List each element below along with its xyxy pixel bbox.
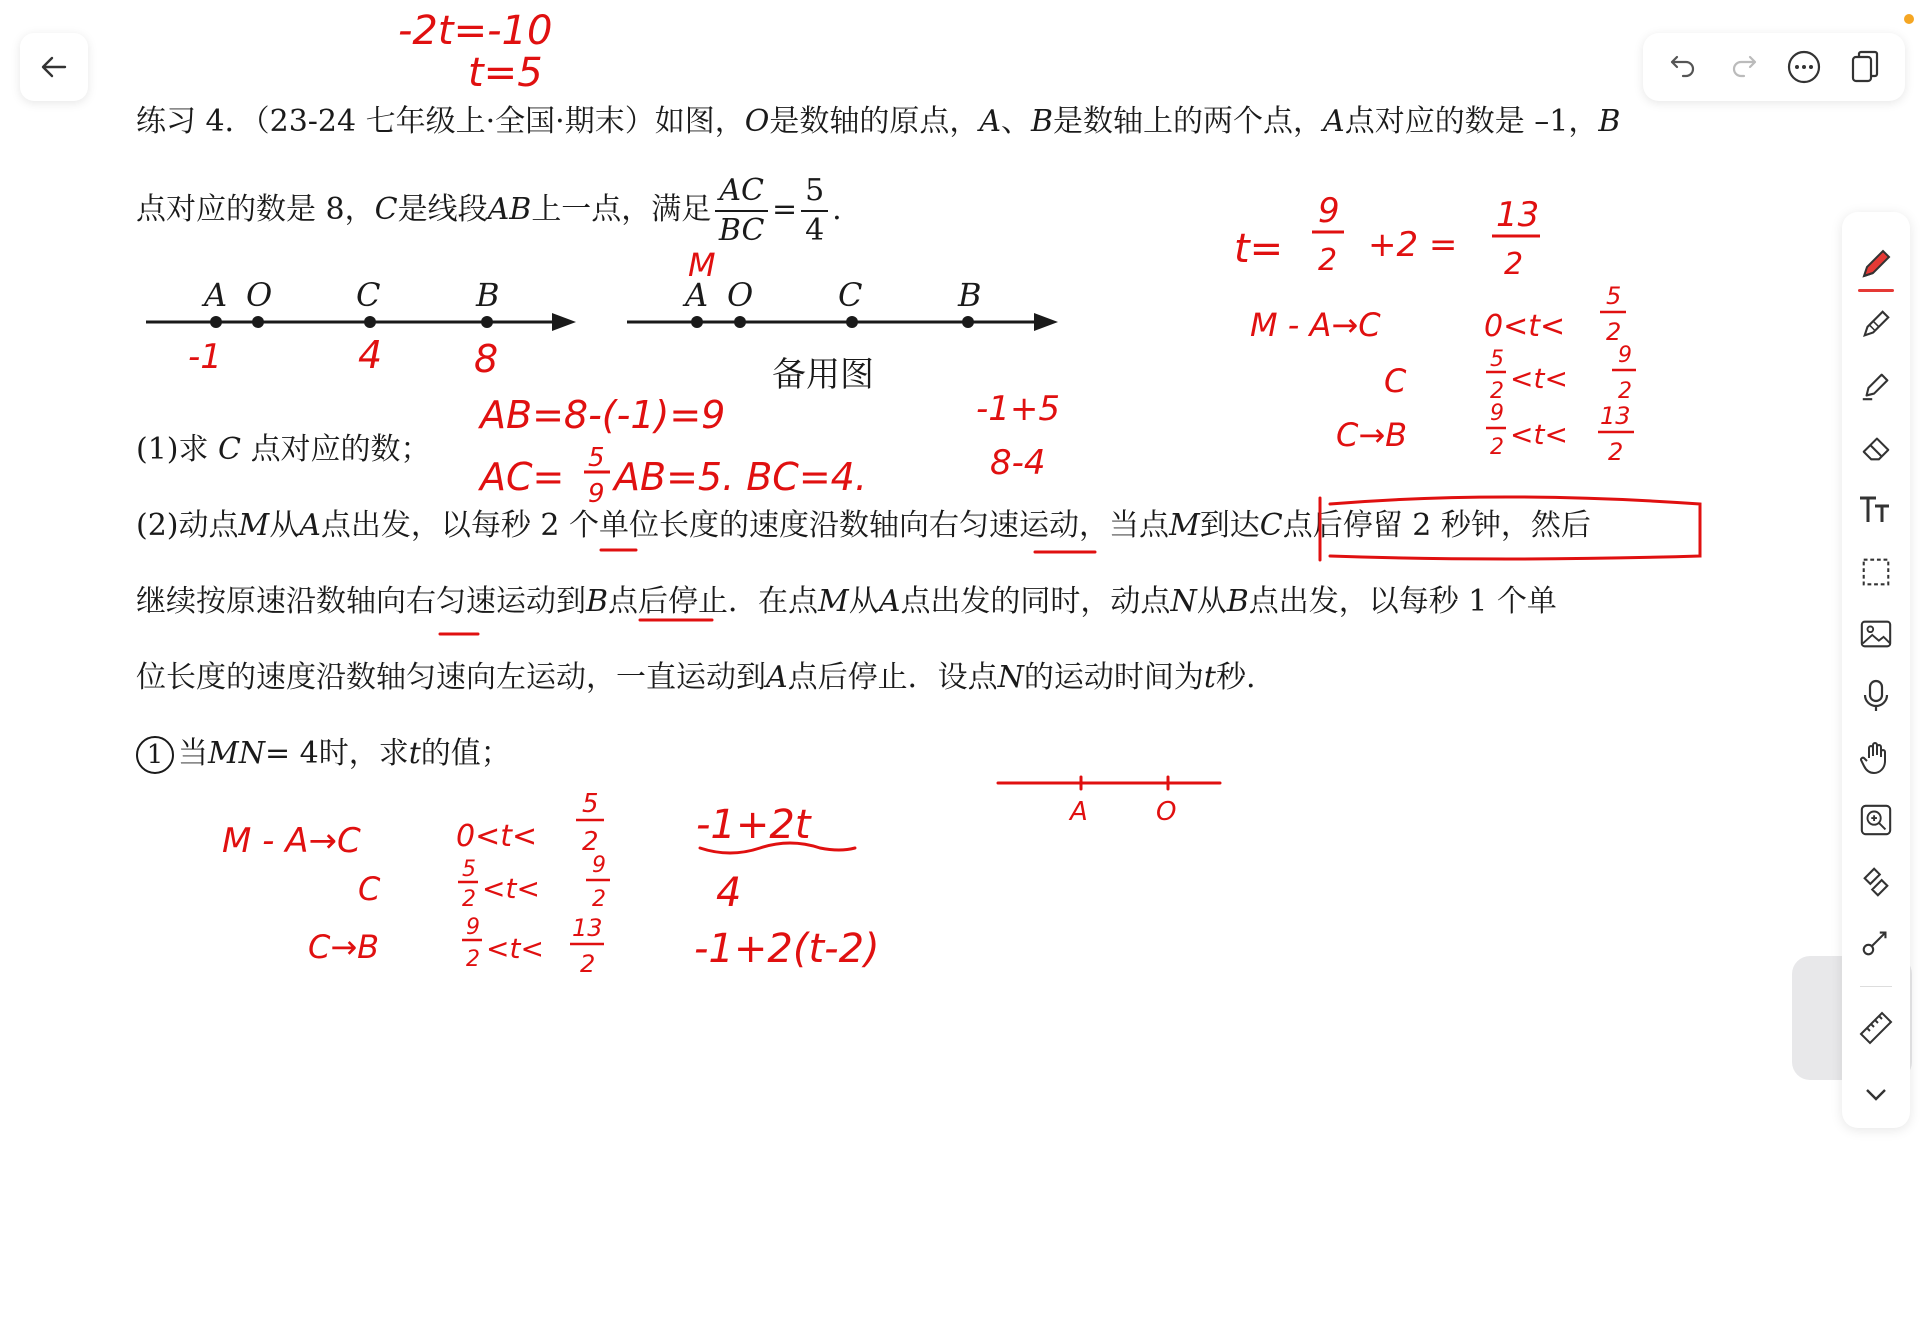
hand-tool[interactable] [1854, 736, 1898, 780]
hw-b-r2b: <t< [482, 872, 540, 905]
pen-tool[interactable] [1854, 242, 1898, 286]
lasso-tool[interactable] [1854, 550, 1898, 594]
label-c-spare: C [838, 276, 863, 314]
hw-r1b: 0<t< [1484, 309, 1566, 344]
collapse-tools-button[interactable] [1854, 1072, 1898, 1116]
hw-ac-frac-d: 9 [588, 479, 605, 509]
ruler-icon [1858, 1010, 1894, 1046]
hw-ac-eq: AC= [480, 455, 565, 499]
question-2-line-2: 继续按原速沿数轴向右匀速运动到B点后停止．在点M从A点出发的同时，动点N从B点出发，以每秒 1 个单 [136, 584, 1557, 619]
pages-icon [1849, 49, 1881, 85]
hw-t-eq-a: t= [1234, 226, 1284, 272]
pencil-icon [1859, 307, 1893, 341]
hw-r2-d2: 2 [1618, 379, 1632, 404]
hw-nl-a: -1 [188, 337, 222, 377]
fraction-5-4: $\frac{5}{4}$ [801, 172, 828, 250]
mic-icon [1861, 678, 1891, 714]
hw-e1: -1+2t [696, 802, 811, 848]
link-tool[interactable] [1854, 920, 1898, 964]
pencil-tool[interactable] [1854, 302, 1898, 346]
hw-p2: 8-4 [990, 443, 1046, 483]
hw-b-r3b: <t< [486, 932, 544, 965]
hw-e3: -1+2(t-2) [694, 926, 880, 972]
hw-b-r3-d2: 2 [580, 950, 596, 978]
hw-nl-c: 4 [358, 333, 383, 377]
hw-t-eq-d: 2 [1318, 243, 1338, 278]
hw-top-1: -2t=-10 [398, 8, 553, 54]
mic-tool[interactable] [1854, 674, 1898, 718]
text-tool[interactable] [1854, 488, 1898, 532]
question-2-line-1: (2)动点M从A点出发，以每秒 2 个单位长度的速度沿数轴向右匀速运动，当点M到达C点后停留 2 秒钟，然后 [136, 508, 1591, 543]
label-o: O [246, 276, 273, 314]
hw-b-r1-n: 5 [582, 789, 599, 819]
hw-small-a: A [1070, 797, 1088, 827]
hw-r2-d1: 2 [1490, 379, 1504, 404]
hw-b-r3-n1: 9 [466, 915, 480, 940]
status-dot [1904, 14, 1914, 24]
label-b-spare: B [958, 276, 982, 314]
lasso-icon [1859, 555, 1893, 589]
zoom-icon [1859, 803, 1893, 837]
hw-e2: 4 [716, 870, 742, 916]
chevron-down-icon [1863, 1084, 1889, 1104]
hw-t-eq-b: +2 = [1368, 225, 1458, 265]
hw-r3-n1: 9 [1490, 401, 1504, 426]
hw-b-r2-n1: 5 [462, 857, 476, 882]
hw-r2-n2: 9 [1618, 343, 1632, 368]
hw-t-eq-n: 9 [1318, 191, 1340, 231]
hw-b-r3-n2: 13 [572, 914, 603, 942]
hw-b-r3-d1: 2 [466, 947, 480, 972]
hw-r1-d: 2 [1606, 318, 1622, 346]
shape-tool[interactable] [1854, 860, 1898, 904]
hw-top-2: t=5 [468, 50, 543, 96]
hw-r3b: <t< [1510, 418, 1568, 451]
hw-ac-frac-n: 5 [588, 443, 605, 473]
zoom-tool[interactable] [1854, 798, 1898, 842]
label-c: C [356, 276, 381, 314]
hw-ac-rest: AB=5. BC=4. [614, 455, 867, 499]
number-line-spare [627, 276, 1058, 395]
problem-line-2: 点对应的数是 8，C是线段AB上一点，满足 $\frac{AC}{BC}$ = $\frac{5}{4}$ . [136, 173, 842, 248]
side-toolbar [1842, 212, 1910, 1128]
hw-r3-d2: 2 [1608, 438, 1624, 466]
hw-m-mark: M [688, 246, 716, 284]
hw-r1-n: 5 [1606, 282, 1622, 310]
image-icon [1859, 617, 1893, 651]
hw-b-r2-n2: 9 [592, 853, 606, 878]
label-a: A [204, 276, 228, 314]
hw-b-r2-d2: 2 [592, 887, 606, 912]
question-1: (1)求 C 点对应的数； [136, 432, 431, 467]
ruler-tool[interactable] [1854, 1006, 1898, 1050]
hw-p1: -1+5 [976, 389, 1061, 429]
text-icon [1857, 493, 1895, 527]
hw-r2-n1: 5 [1490, 347, 1504, 372]
hw-t-eq-n2: 13 [1496, 195, 1540, 235]
image-tool[interactable] [1854, 612, 1898, 656]
hw-b-r1a: M - A→C [222, 821, 361, 861]
hw-b-r1-d: 2 [582, 827, 599, 857]
hw-r1a: M - A→C [1250, 306, 1381, 344]
pen-icon [1858, 246, 1894, 282]
hw-b-r2-d1: 2 [462, 887, 476, 912]
hw-r2b: <t< [1510, 362, 1568, 395]
hw-ab-eq: AB=8-(-1)=9 [480, 393, 726, 437]
number-line-1 [146, 276, 576, 331]
link-icon [1859, 925, 1893, 959]
eraser-tool[interactable] [1854, 426, 1898, 470]
shape-icon [1859, 865, 1893, 899]
problem-line-1: 练习 4．（23-24 七年级上·全国·期末）如图，O是数轴的原点，A、B是数轴上的两个点，A点对应的数是 –1，B [136, 104, 1621, 139]
pages-button[interactable] [1843, 45, 1887, 89]
hw-r3a: C→B [1336, 416, 1408, 454]
hw-r3-d1: 2 [1490, 435, 1504, 460]
hw-b-r1b: 0<t< [456, 819, 538, 854]
hw-nl-b: 8 [474, 337, 499, 381]
hw-b-r2a: C [358, 870, 381, 908]
tool-divider [1860, 986, 1892, 987]
highlighter-icon [1859, 369, 1893, 403]
sub-question-1: 1 当MN= 4时，求t的值； [136, 734, 511, 774]
hw-t-eq-d2: 2 [1504, 247, 1524, 282]
hw-b-r3a: C→B [308, 928, 380, 966]
highlighter-tool[interactable] [1854, 364, 1898, 408]
hand-icon [1859, 740, 1893, 776]
question-2-line-3: 位长度的速度沿数轴匀速向左运动，一直运动到A点后停止．设点N的运动时间为t秒. [136, 660, 1256, 695]
label-o-spare: O [727, 276, 754, 314]
hw-small-o: O [1156, 797, 1177, 827]
label-b: B [476, 276, 500, 314]
hw-r3-n2: 13 [1600, 402, 1631, 430]
eraser-icon [1859, 431, 1893, 465]
label-a-spare: A [685, 276, 709, 314]
fraction-ac-bc: $\frac{AC}{BC}$ [715, 172, 768, 250]
hw-r2a: C [1384, 362, 1407, 400]
spare-figure-caption: 备用图 [772, 355, 874, 395]
